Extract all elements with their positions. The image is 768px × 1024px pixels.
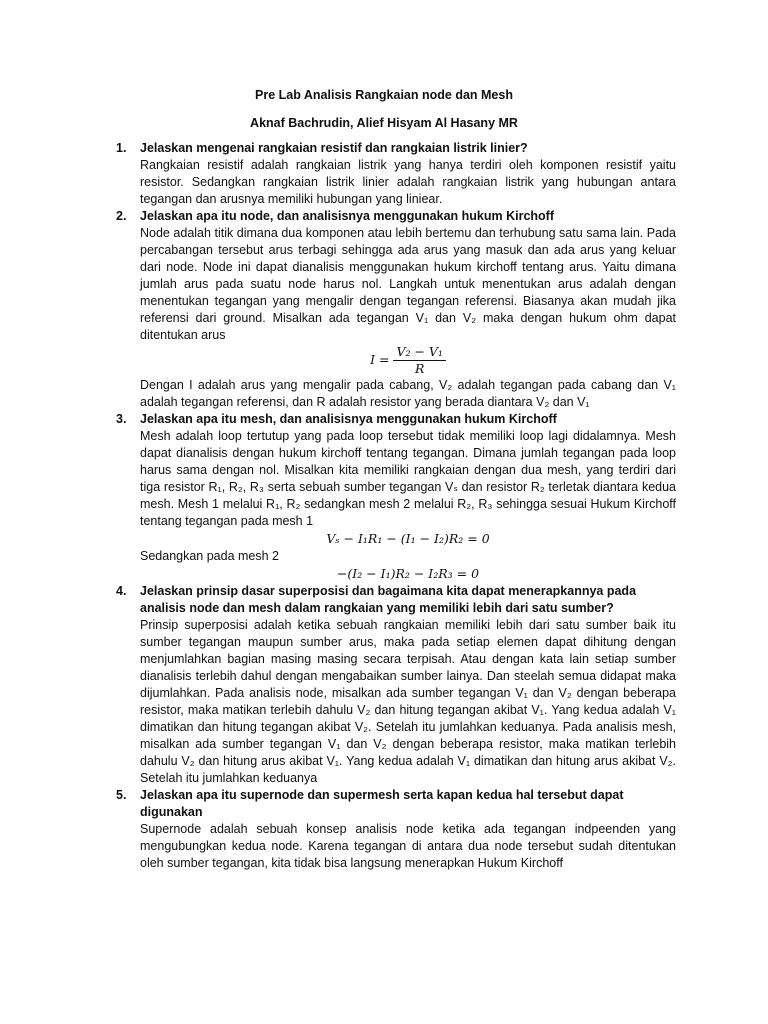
equation-denominator: R (414, 361, 425, 376)
answer-text: Node adalah titik dimana dua komponen atau lebih bertemu dan terhubung satu sama lain. Pada percabangan tersebut arus terbagi sehingga ada arus yang masuk dan ada arus yang keluar dari node. Node ini dapat dianalisis menggunakan hukum kirchoff tentang arus. Yaitu dimana jumlah arus pada suatu node harus nol. Langkah untuk menentukan arus adalah dengan menentukan tegangan yang mengalir dengan tegangan referensi. Biasanya akan mudah jika referensi dari ground. Misalkan ada tegangan V₁ dan V₂ maka dengan hukum ohm dapat ditentukan arus (140, 226, 676, 342)
document-authors: Aknaf Bachrudin, Alief Hisyam Al Hasany MR (250, 116, 518, 130)
question-text: Jelaskan prinsip dasar superposisi dan bagaimana kita dapat menerapkannya pada analisis node dan mesh dalam rangkaian yang memiliki lebih dari satu sumber? (140, 584, 637, 615)
answer-text: Mesh adalah loop tertutup yang pada loop tersebut tidak memiliki loop lagi didalamnya. Mesh dapat dianalisis dengan hukum kirchoff tentang tegangan. Dimana jumlah tegangan pada loop harus sama dengan nol. Misalkan kita memiliki rangkaian dengan dua mesh, yang terdiri dari tiga resistor R₁, R₂, R₃ serta sebuah sumber tegangan Vₛ dan resistor R₂ terletak diantara kedua mesh. Mesh 1 melalui R₁, R₂ sedangkan mesh 2 melalui R₂, R₃ sehingga sesuai Hukum Kirchoff tentang tegangan pada mesh 1 (140, 429, 676, 528)
document-title: Pre Lab Analisis Rangkaian node dan Mesh (255, 88, 513, 102)
mesh1-equation: Vₛ − I₁R₁ − (I₁ − I₂)R₂ = 0 (326, 531, 490, 546)
ohm-equation (140, 344, 676, 377)
question-item (116, 583, 676, 787)
equation-fraction (393, 344, 446, 377)
question-number: 4. (116, 584, 127, 598)
question-number: 3. (116, 412, 127, 426)
document-body (116, 140, 676, 872)
question-item (116, 787, 676, 872)
question-item (116, 140, 676, 208)
answer-continuation: Sedangkan pada mesh 2 (140, 549, 279, 563)
question-number: 5. (116, 788, 127, 802)
question-text: Jelaskan apa itu node, dan analisisnya menggunakan hukum Kirchoff (140, 209, 554, 223)
answer-continuation: Dengan I adalah arus yang mengalir pada cabang, V₂ adalah tegangan pada cabang dan V₁ adalah tegangan referensi, dan R adalah resistor yang berada diantara V₂ dan V₁ (140, 378, 676, 409)
equation-numerator: V₂ − V₁ (393, 344, 446, 361)
question-item (116, 208, 676, 411)
equation-lhs: I = (370, 352, 390, 367)
question-number: 2. (116, 209, 127, 223)
question-number: 1. (116, 141, 127, 155)
question-text: Jelaskan mengenai rangkaian resistif dan rangkaian listrik linier? (140, 141, 528, 155)
question-text: Jelaskan apa itu mesh, dan analisisnya menggunakan hukum Kirchoff (140, 412, 557, 426)
answer-text: Supernode adalah sebuah konsep analisis node ketika ada tegangan indpeenden yang mengubungkan kedua node. Karena tegangan di antara dua node tersebut sudah ditentukan oleh sumber tegangan, kita tidak bisa langsung menerapkan Hukum Kirchoff (140, 822, 676, 870)
mesh2-equation: −(I₂ − I₁)R₂ − I₂R₃ = 0 (336, 566, 480, 581)
answer-text: Prinsip superposisi adalah ketika sebuah rangkaian memiliki lebih dari satu sumber baik itu sumber tegangan maupun sumber arus, maka pada setiap elemen dapat dihitung dengan menjumlahkan bagian masing masing secara terpisah. Atau dengan kata lain setiap sumber dianalisis terlebih dahul dengan mengabaikan sumber lainya. Dan steelah semua didapat maka dijumlahkan. Pada analisis node, misalkan ada sumber tegangan V₁ dan V₂ dengan beberapa resistor, maka matikan terlebih dahulu V₂ dan hitung tegangan akibat V₁. Yang kedua adalah V₁ dimatikan dan hitung tegangan akibat V₂. Setelah itu jumlahkan keduanya. Pada analisis mesh, misalkan ada sumber tegangan V₁ dan V₂ dengan beberapa resistor, maka matikan terlebih dahulu V₂ dan hitung arus akibat V₁. Yang kedua adalah V₁ dimatikan dan hitung arus akibat V₂. Setelah itu jumlahkan keduanya (140, 618, 676, 785)
question-text: Jelaskan apa itu supernode dan supermesh serta kapan kedua hal tersebut dapat digunakan (140, 788, 624, 819)
question-item (116, 411, 676, 583)
answer-text: Rangkaian resistif adalah rangkaian listrik yang hanya terdiri oleh komponen resistif yaitu resistor. Sedangkan rangkaian listrik linier adalah rangkaian listrik yang hubungan antara tegangan dan arusnya memiliki hubungan yang liniear. (140, 158, 676, 206)
